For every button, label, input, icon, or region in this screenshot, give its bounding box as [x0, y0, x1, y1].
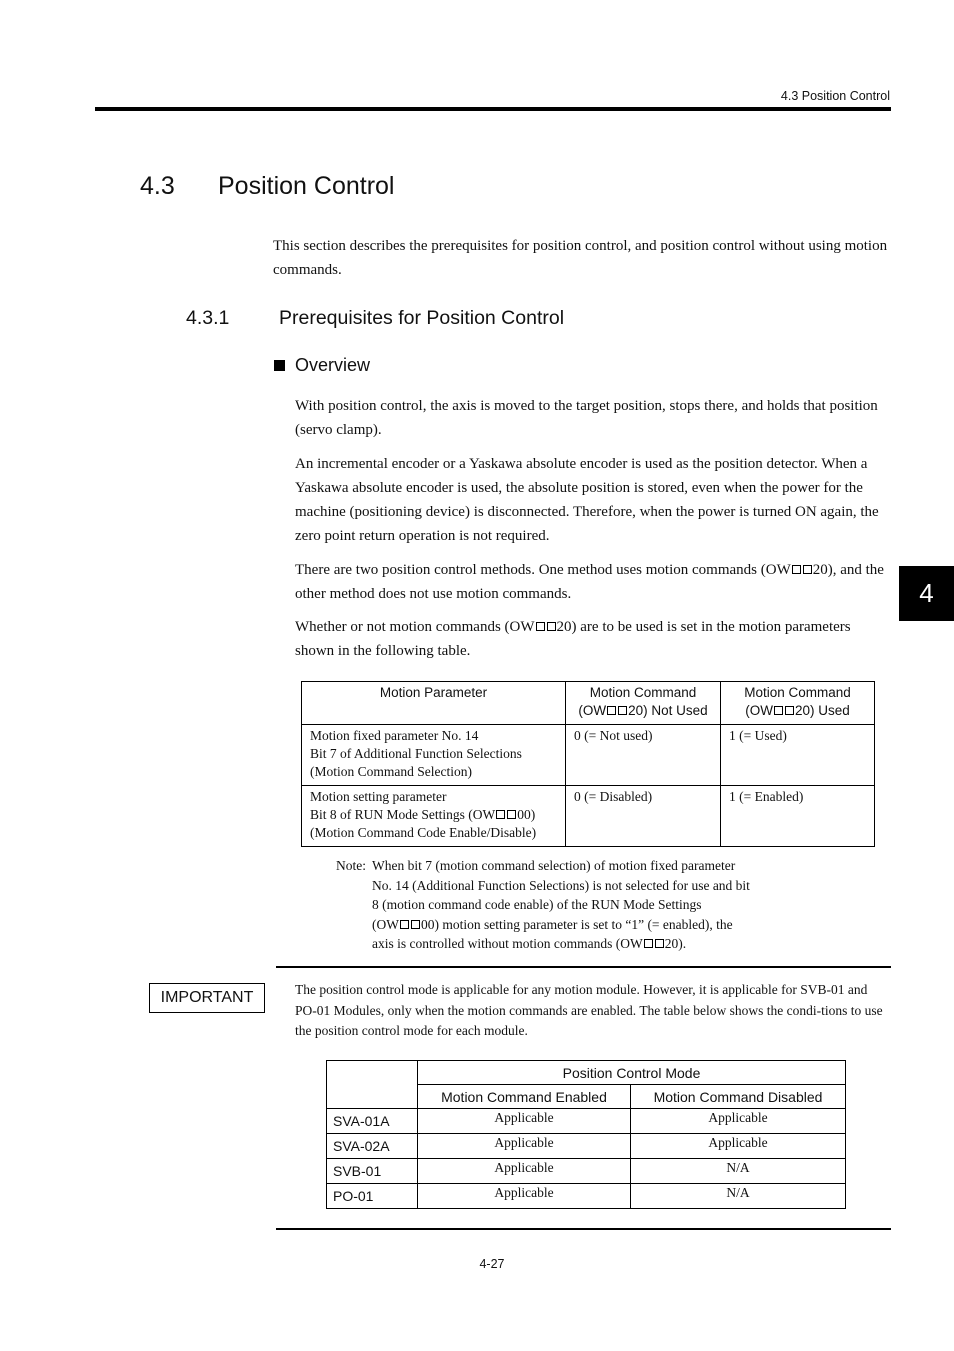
placeholder-box-icon [803, 565, 812, 574]
placeholder-box-icon [496, 810, 505, 819]
enabled-cell: Applicable [418, 1159, 631, 1184]
placeholder-box-icon [774, 706, 783, 715]
header-position-control-mode: Position Control Mode [418, 1061, 846, 1085]
table-note: Note: When bit 7 (motion command selection) of motion fixed parameter No. 14 (Additional Function Selections) is not selected for use and bit 8 (motion command code enable) of the RUN Mode Settings (OW 00) motion setting parameter is set to “1” (= enabled), the axis is controlled without motion commands (OW 20). [336, 858, 750, 951]
module-cell: SVB-01 [327, 1159, 418, 1184]
page-number: 4-27 [479, 1257, 505, 1271]
section-intro: This section describes the prerequisites for position control, and position control without using motion commands. [273, 238, 888, 278]
table-header-row [302, 682, 875, 725]
enabled-cell: Applicable [418, 1134, 631, 1159]
placeholder-box-icon [536, 622, 545, 631]
table-row [327, 1159, 846, 1184]
empty-corner-cell [327, 1061, 418, 1109]
module-cell: PO-01 [327, 1184, 418, 1209]
table-row [327, 1109, 846, 1134]
header-motion-command-enabled: Motion Command Enabled [418, 1085, 631, 1109]
module-cell: SVA-01A [327, 1109, 418, 1134]
section-number: 4.3 [140, 172, 175, 200]
header-motion-parameter: Motion Parameter [302, 682, 566, 725]
table-header-row [327, 1061, 846, 1085]
header-used: Motion Command (OW 20) Used [721, 682, 875, 725]
section-title: Position Control [218, 172, 395, 200]
subsection-number: 4.3.1 [186, 307, 230, 329]
enabled-cell: Applicable [418, 1109, 631, 1134]
disabled-cell: N/A [631, 1184, 846, 1209]
table-row [302, 786, 875, 847]
square-bullet-icon [274, 360, 285, 371]
note-label: Note: [336, 858, 366, 873]
enabled-cell: Applicable [418, 1184, 631, 1209]
overview-title: Overview [295, 355, 371, 375]
chapter-tab: 4 [899, 566, 954, 621]
placeholder-box-icon [400, 920, 409, 929]
disabled-cell: N/A [631, 1159, 846, 1184]
overview-heading [274, 355, 370, 376]
table-row [327, 1134, 846, 1159]
header-motion-command-disabled: Motion Command Disabled [631, 1085, 846, 1109]
position-control-mode-table [326, 1060, 846, 1209]
important-text: The position control mode is applicable for any motion module. However, it is applicable for SVB-01 and PO-01 Modules, only when the motion commands are enabled. The table below shows the condi-tions to use the position control mode for each module. [295, 982, 883, 1038]
running-header: 4.3 Position Control [780, 89, 890, 103]
placeholder-box-icon [785, 706, 794, 715]
important-label: IMPORTANT [149, 983, 265, 1013]
param-cell: Motion setting parameter Bit 8 of RUN Mode Settings (OW 00) (Motion Command Code Enable/Disable) [302, 786, 566, 847]
table-row [302, 725, 875, 786]
not-used-cell: 0 (= Disabled) [566, 786, 721, 847]
table-row [327, 1184, 846, 1209]
overview-paragraph-2: An incremental encoder or a Yaskawa absolute encoder is used as the position detector. When a Yaskawa absolute encoder is used, the absolute position is stored, even when the power for the machine (positioning device) is disconnected. Therefore, when the power is turned ON again, the zero point return operation is not required. [295, 456, 879, 544]
placeholder-box-icon [644, 939, 653, 948]
important-top-rule [276, 966, 891, 968]
placeholder-box-icon [655, 939, 664, 948]
overview-paragraph-4: Whether or not motion commands (OW 20) are to be used is set in the motion parameters shown in the following table. [295, 619, 851, 659]
important-bottom-rule [276, 1228, 891, 1230]
used-cell: 1 (= Enabled) [721, 786, 875, 847]
overview-paragraph-1: With position control, the axis is moved to the target position, stops there, and holds that position (servo clamp). [295, 398, 878, 438]
overview-paragraph-3: There are two position control methods. One method uses motion commands (OW 20), and the other method does not use motion commands. [295, 562, 884, 602]
placeholder-box-icon [547, 622, 556, 631]
header-rule [95, 107, 891, 111]
placeholder-box-icon [507, 810, 516, 819]
not-used-cell: 0 (= Not used) [566, 725, 721, 786]
module-cell: SVA-02A [327, 1134, 418, 1159]
motion-parameter-table [301, 681, 875, 847]
disabled-cell: Applicable [631, 1134, 846, 1159]
disabled-cell: Applicable [631, 1109, 846, 1134]
param-cell: Motion fixed parameter No. 14 Bit 7 of Additional Function Selections (Motion Command Selection) [302, 725, 566, 786]
placeholder-box-icon [411, 920, 420, 929]
placeholder-box-icon [792, 565, 801, 574]
placeholder-box-icon [607, 706, 616, 715]
used-cell: 1 (= Used) [721, 725, 875, 786]
header-not-used: Motion Command (OW 20) Not Used [566, 682, 721, 725]
subsection-title: Prerequisites for Position Control [279, 307, 565, 329]
placeholder-box-icon [618, 706, 627, 715]
